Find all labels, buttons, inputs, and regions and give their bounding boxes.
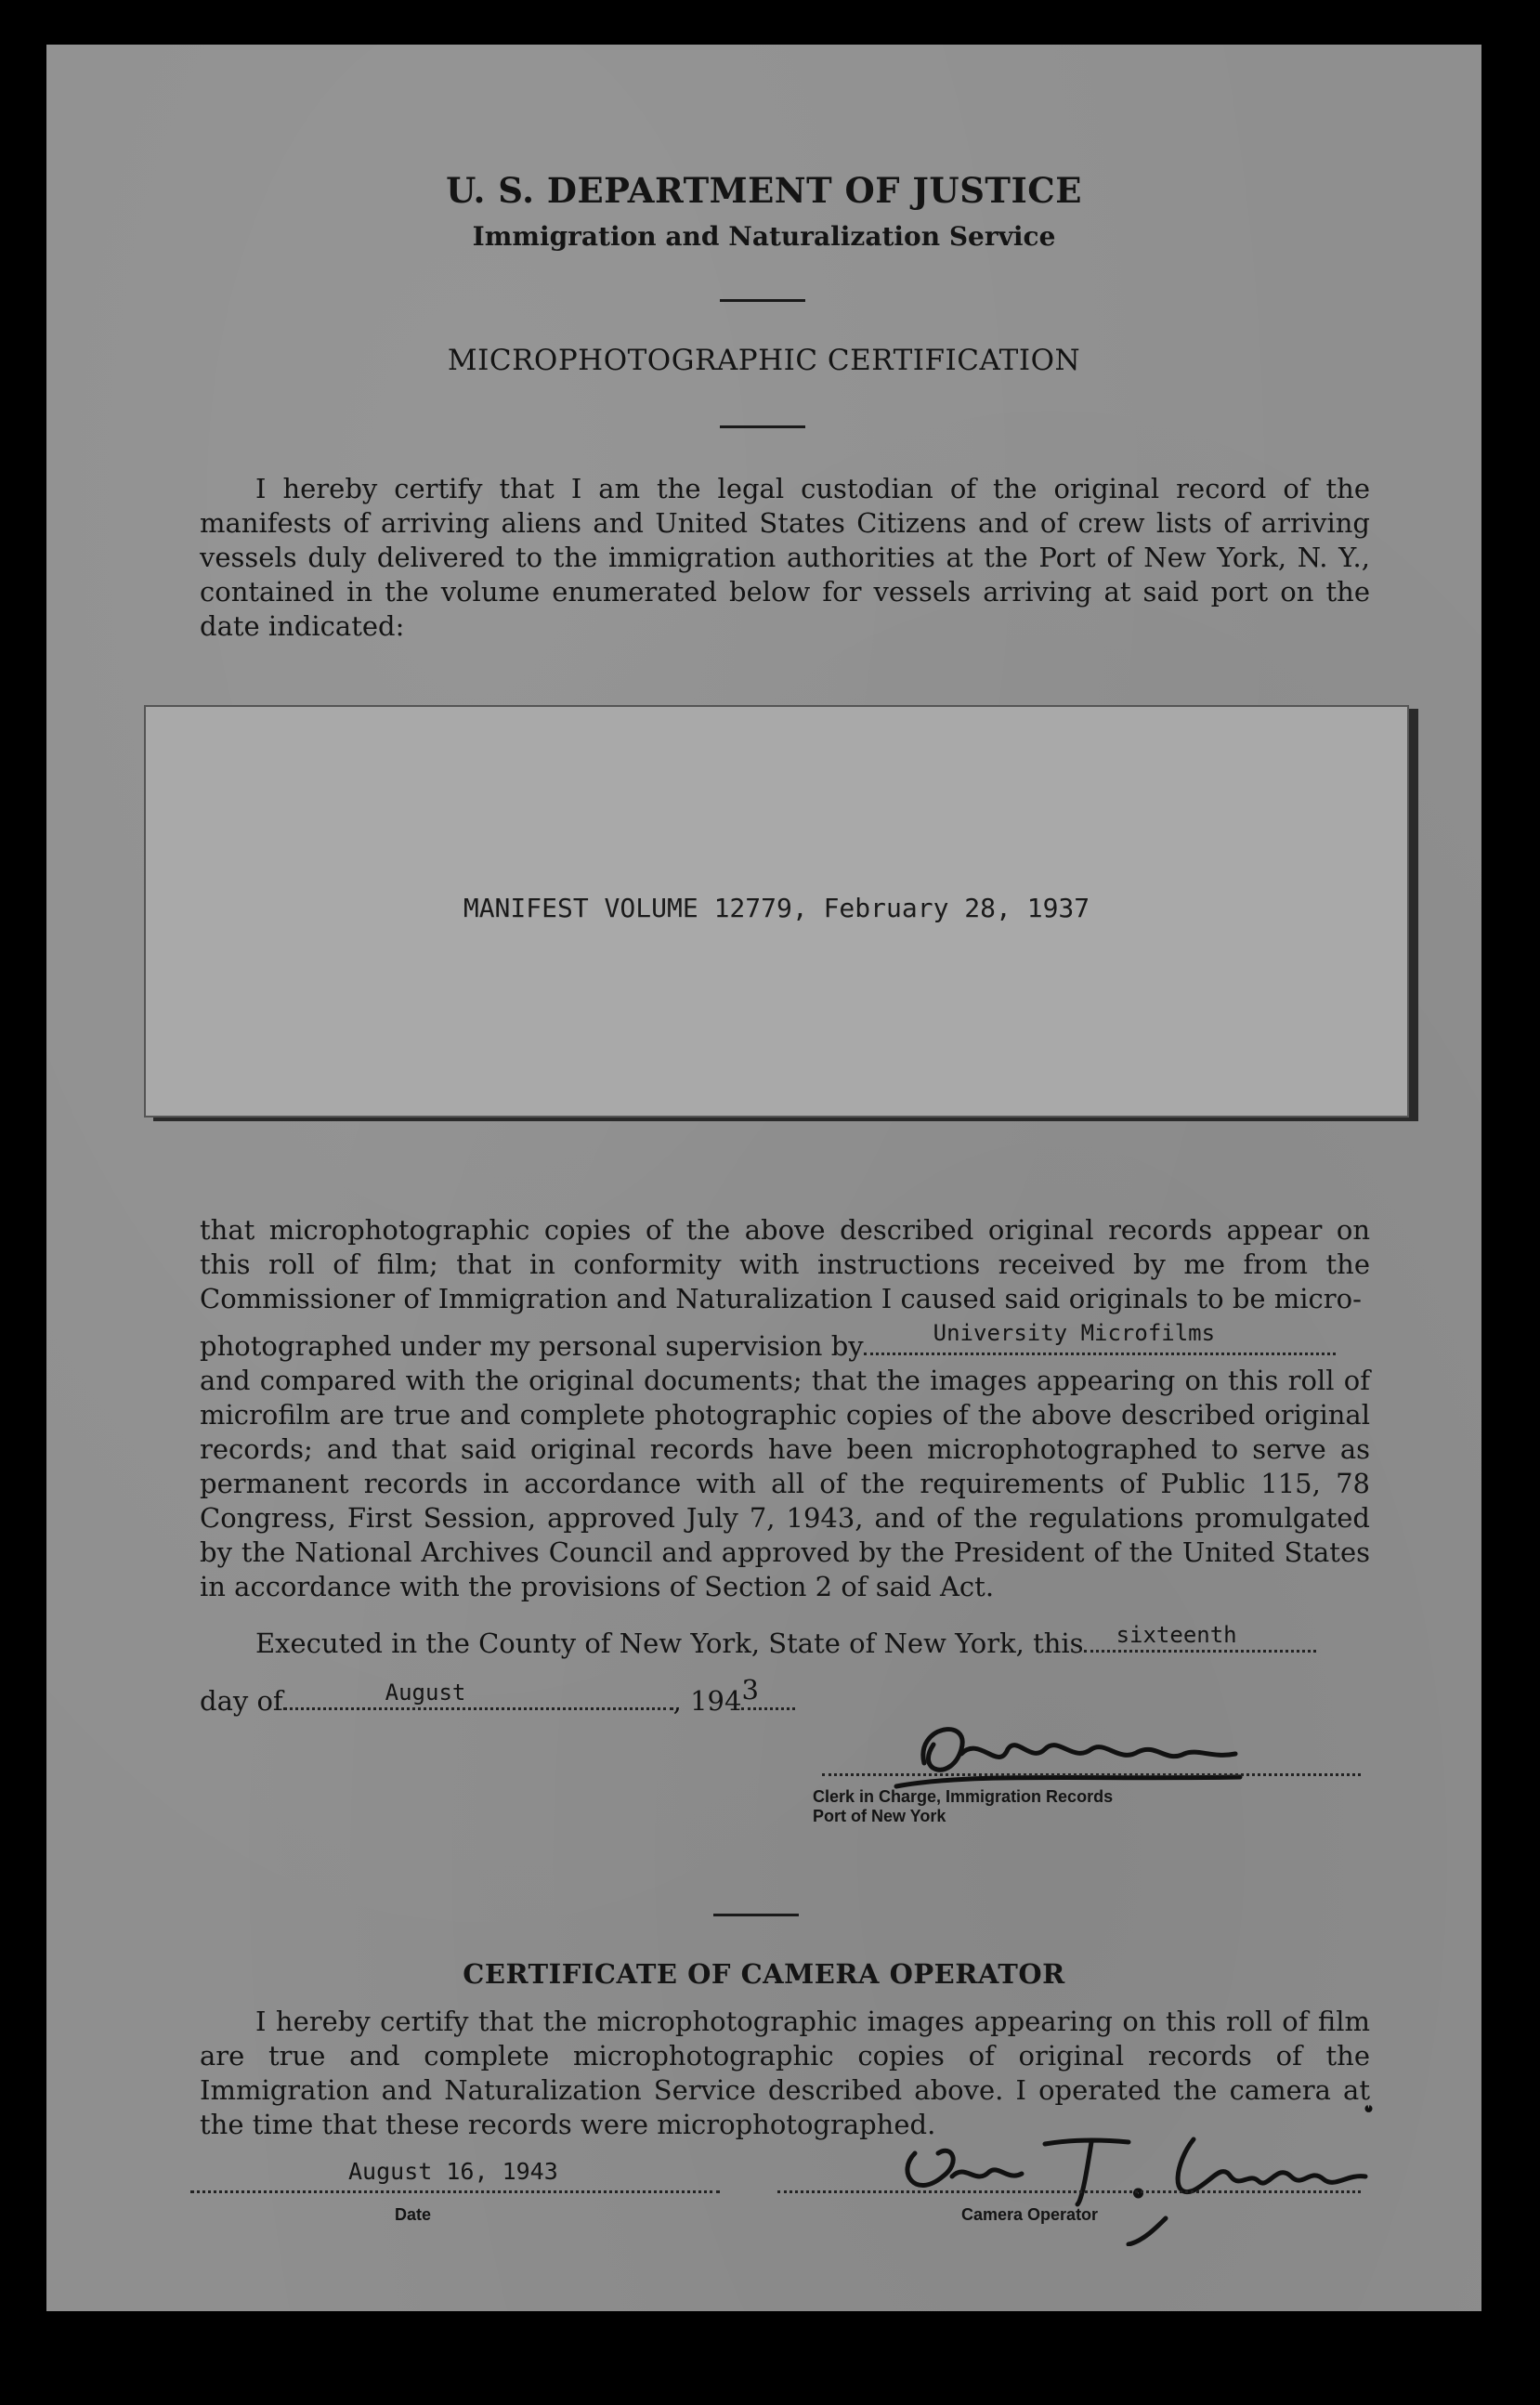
executed-day-fill-line (1084, 1622, 1316, 1653)
executed-day-value: sixteenth (1116, 1622, 1237, 1648)
year-fill-line (741, 1674, 795, 1710)
camera-certificate-title: CERTIFICATE OF CAMERA OPERATOR (463, 1958, 1065, 1990)
clerk-title-line1: Clerk in Charge, Immigration Records (813, 1787, 1114, 1806)
executed-prefix: Executed in the County of New York, State of New York, this (255, 1627, 1084, 1659)
service-subheading: Immigration and Naturalization Service (472, 221, 1056, 252)
month-fill-line (283, 1680, 673, 1710)
clerk-title (813, 1787, 1113, 1826)
supervision-prefix: photographed under my personal supervision by (200, 1330, 864, 1362)
month-value: August (385, 1680, 466, 1706)
manifest-volume-text: MANIFEST VOLUME 12779, February 28, 1937 (463, 893, 1090, 923)
certificate-page (46, 45, 1481, 2311)
executed-line (255, 1622, 1316, 1659)
day-of-line (200, 1674, 795, 1717)
camera-operator-label: Camera Operator (961, 2205, 1099, 2224)
camera-date-value: August 16, 1943 (348, 2158, 558, 2185)
divider-rule-2 (720, 425, 805, 428)
year-digit: 3 (741, 1674, 759, 1706)
intro-text: I hereby certify that I am the legal custodian of the original record of the manifests of arriving aliens and United States Citizens and of crew lists of arriving vessels duly delivered to the immigration authorities at the Port of New York, N. Y., contained in the volume enumerated below for vessels arriving at said port on the date indicated: (200, 473, 1370, 642)
divider-rule-1 (720, 299, 805, 302)
supervision-name: University Microfilms (933, 1320, 1216, 1346)
manifest-box (144, 705, 1409, 1118)
camera-operator-signature (859, 2088, 1379, 2246)
body-text-start: that microphotographic copies of the above described original records appear on this roll of film; that in conformity with instructions received by me from the Commissioner of Immigration and Naturalization I caused said originals to be micro- (200, 1214, 1370, 1314)
supervision-fill-line (864, 1320, 1336, 1355)
body-paragraph (200, 1213, 1370, 1604)
camera-date-label: Date (395, 2205, 432, 2224)
body-text-rest: and compared with the original documents; that the images appearing on this roll of microfilm are true and complete photographic copies of the above described original records; and that said original records have been microphotographed to serve as permanent records in accordance with all of the requirements of Public 115, 78 Congress, First Session, approved July 7, 1943, and of the regulations promulgated by the National Archives Council and approved by the President of the United States in accordance with the provisions of Section 2 of said Act. (200, 1365, 1370, 1602)
camera-text: I hereby certify that the microphotographic images appearing on this roll of film are true and complete microphotographic copies of original records of the Immigration and Naturalization Service described above. I operated the camera at the time that these records were microphotographed. (200, 2006, 1370, 2140)
camera-date-line (190, 2190, 720, 2193)
camera-operator-line (777, 2190, 1361, 2193)
divider-rule-3 (713, 1914, 799, 1916)
department-heading: U. S. DEPARTMENT OF JUSTICE (446, 170, 1082, 211)
clerk-signature-line (822, 1773, 1361, 1776)
year-label: , 194 (672, 1685, 742, 1717)
supervision-line (200, 1320, 1370, 1364)
clerk-title-line2: Port of New York (813, 1807, 946, 1825)
certification-title: MICROPHOTOGRAPHIC CERTIFICATION (447, 344, 1081, 377)
day-of-label: day of (200, 1685, 283, 1717)
intro-paragraph (200, 472, 1370, 644)
